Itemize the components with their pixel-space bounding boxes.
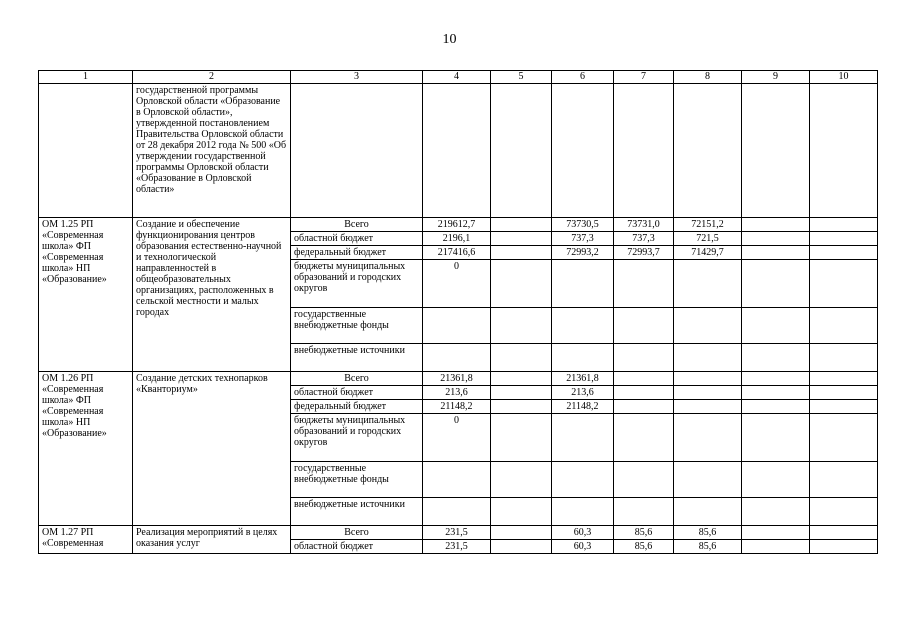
- value-cell-c9: [742, 526, 810, 540]
- value-cell-c7: [614, 400, 674, 414]
- value-cell-c5: [491, 414, 552, 462]
- value-cell-c4: [423, 462, 491, 498]
- funding-source: государственные внебюджетные фонды: [291, 308, 423, 344]
- measure-name: Создание и обеспечение функционирования центров образования естественно-научной и технологической направленностей в общеобразовательных организациях, расположенных в сельской местности и малых городах: [133, 218, 291, 372]
- value-cell-c7: [614, 308, 674, 344]
- funding-source: Всего: [291, 372, 423, 386]
- measure-code: ОМ 1.27 РП «Современная: [39, 526, 133, 554]
- header-col-10: 10: [810, 71, 878, 84]
- header-col-4: 4: [423, 71, 491, 84]
- value-cell-c8: [674, 344, 742, 372]
- funding-source: бюджеты муниципальных образований и городских округов: [291, 260, 423, 308]
- value-cell-c6: 60,3: [552, 526, 614, 540]
- value-cell-c5: [491, 246, 552, 260]
- value-cell-c9: [742, 498, 810, 526]
- funding-source: Всего: [291, 526, 423, 540]
- value-cell-c10: [810, 260, 878, 308]
- value-cell-c10: [810, 386, 878, 400]
- header-row: [39, 71, 878, 84]
- value-cell-c4: 21361,8: [423, 372, 491, 386]
- value-cell-c4: 217416,6: [423, 246, 491, 260]
- value-cell-c5: [491, 462, 552, 498]
- value-cell-c7: 72993,7: [614, 246, 674, 260]
- value-cell-c8: 721,5: [674, 232, 742, 246]
- measure-name: Создание детских технопарков «Кванториум»: [133, 372, 291, 526]
- continuation-text: государственной программы Орловской области «Образование в Орловской области», утвержденной постановлением Правительства Орловской области от 28 декабря 2012 года № 500 «Об утверждении государственной программы Орловской области «Образование в Орловской области»: [133, 84, 291, 218]
- table-row: [39, 372, 878, 386]
- value-cell-c6: [552, 260, 614, 308]
- header-col-3: 3: [291, 71, 423, 84]
- funding-source: областной бюджет: [291, 540, 423, 554]
- value-cell-c9: [742, 414, 810, 462]
- header-col-1: 1: [39, 71, 133, 84]
- header-col-2: 2: [133, 71, 291, 84]
- measure-code: ОМ 1.26 РП «Современная школа» ФП «Современная школа» НП «Образование»: [39, 372, 133, 526]
- value-cell-c5: [491, 232, 552, 246]
- value-cell-c4: 21148,2: [423, 400, 491, 414]
- value-cell-c5: [491, 526, 552, 540]
- value-cell-c4: 213,6: [423, 386, 491, 400]
- value-cell-c9: [742, 386, 810, 400]
- value-cell-c5: [491, 344, 552, 372]
- value-cell-c10: [810, 400, 878, 414]
- value-cell-c10: [810, 218, 878, 232]
- value-cell-c4: [423, 308, 491, 344]
- value-cell-c7: 737,3: [614, 232, 674, 246]
- value-cell-c9: [742, 232, 810, 246]
- value-cell-c9: [742, 462, 810, 498]
- value-cell-c6: [552, 498, 614, 526]
- value-cell-c7: [614, 344, 674, 372]
- value-cell-c5: [491, 372, 552, 386]
- header-col-7: 7: [614, 71, 674, 84]
- value-cell-c4: [423, 344, 491, 372]
- value-cell-c4: 0: [423, 414, 491, 462]
- funding-source: Всего: [291, 218, 423, 232]
- budget-table: [38, 70, 878, 554]
- value-cell-c9: [742, 372, 810, 386]
- value-cell-c9: [742, 540, 810, 554]
- value-cell-c7: [614, 386, 674, 400]
- value-cell-c10: [810, 232, 878, 246]
- value-cell-c7: 85,6: [614, 540, 674, 554]
- value-cell-c8: [674, 386, 742, 400]
- value-cell-c5: [491, 260, 552, 308]
- funding-source: федеральный бюджет: [291, 400, 423, 414]
- table-row: [39, 218, 878, 232]
- funding-source: внебюджетные источники: [291, 344, 423, 372]
- value-cell-c10: [810, 308, 878, 344]
- value-cell-c6: 72993,2: [552, 246, 614, 260]
- value-cell-c7: 85,6: [614, 526, 674, 540]
- value-cell-c6: [552, 344, 614, 372]
- header-col-5: 5: [491, 71, 552, 84]
- value-cell-c9: [742, 260, 810, 308]
- measure-name: Реализация мероприятий в целях оказания услуг: [133, 526, 291, 554]
- value-cell-c6: [552, 462, 614, 498]
- value-cell-c8: [674, 400, 742, 414]
- value-cell-c6: 73730,5: [552, 218, 614, 232]
- value-cell-c4: 0: [423, 260, 491, 308]
- value-cell-c8: [674, 414, 742, 462]
- value-cell-c9: [742, 246, 810, 260]
- value-cell-c4: 231,5: [423, 526, 491, 540]
- value-cell-c10: [810, 462, 878, 498]
- value-cell-c5: [491, 218, 552, 232]
- value-cell-c7: [614, 414, 674, 462]
- value-cell-c6: 21148,2: [552, 400, 614, 414]
- value-cell-c9: [742, 308, 810, 344]
- value-cell-c8: [674, 308, 742, 344]
- funding-source: бюджеты муниципальных образований и городских округов: [291, 414, 423, 462]
- value-cell-c5: [491, 308, 552, 344]
- value-cell-c4: 2196,1: [423, 232, 491, 246]
- value-cell-c7: [614, 260, 674, 308]
- funding-source: областной бюджет: [291, 386, 423, 400]
- value-cell-c5: [491, 540, 552, 554]
- value-cell-c5: [491, 498, 552, 526]
- header-col-8: 8: [674, 71, 742, 84]
- value-cell-c6: [552, 308, 614, 344]
- value-cell-c8: 85,6: [674, 540, 742, 554]
- value-cell-c9: [742, 400, 810, 414]
- value-cell-c7: 73731,0: [614, 218, 674, 232]
- page-number: 10: [442, 32, 457, 47]
- value-cell-c6: 21361,8: [552, 372, 614, 386]
- value-cell-c7: [614, 462, 674, 498]
- value-cell-c10: [810, 372, 878, 386]
- value-cell-c8: [674, 372, 742, 386]
- funding-source: государственные внебюджетные фонды: [291, 462, 423, 498]
- measure-code: ОМ 1.25 РП «Современная школа» ФП «Современная школа» НП «Образование»: [39, 218, 133, 372]
- value-cell-c8: [674, 462, 742, 498]
- value-cell-c10: [810, 246, 878, 260]
- value-cell-c4: [423, 498, 491, 526]
- funding-source: федеральный бюджет: [291, 246, 423, 260]
- value-cell-c9: [742, 344, 810, 372]
- header-col-9: 9: [742, 71, 810, 84]
- value-cell-c9: [742, 218, 810, 232]
- value-cell-c4: 231,5: [423, 540, 491, 554]
- value-cell-c8: 71429,7: [674, 246, 742, 260]
- value-cell-c5: [491, 386, 552, 400]
- value-cell-c6: 60,3: [552, 540, 614, 554]
- funding-source: внебюджетные источники: [291, 498, 423, 526]
- value-cell-c7: [614, 498, 674, 526]
- table-row: [39, 526, 878, 540]
- value-cell-c4: 219612,7: [423, 218, 491, 232]
- value-cell-c10: [810, 540, 878, 554]
- value-cell-c8: 72151,2: [674, 218, 742, 232]
- continuation-row: [39, 84, 878, 218]
- value-cell-c7: [614, 372, 674, 386]
- value-cell-c10: [810, 498, 878, 526]
- value-cell-c6: 737,3: [552, 232, 614, 246]
- header-col-6: 6: [552, 71, 614, 84]
- value-cell-c10: [810, 414, 878, 462]
- funding-source: областной бюджет: [291, 232, 423, 246]
- value-cell-c8: [674, 498, 742, 526]
- value-cell-c10: [810, 526, 878, 540]
- value-cell-c6: [552, 414, 614, 462]
- value-cell-c5: [491, 400, 552, 414]
- value-cell-c8: [674, 260, 742, 308]
- value-cell-c6: 213,6: [552, 386, 614, 400]
- value-cell-c10: [810, 344, 878, 372]
- value-cell-c8: 85,6: [674, 526, 742, 540]
